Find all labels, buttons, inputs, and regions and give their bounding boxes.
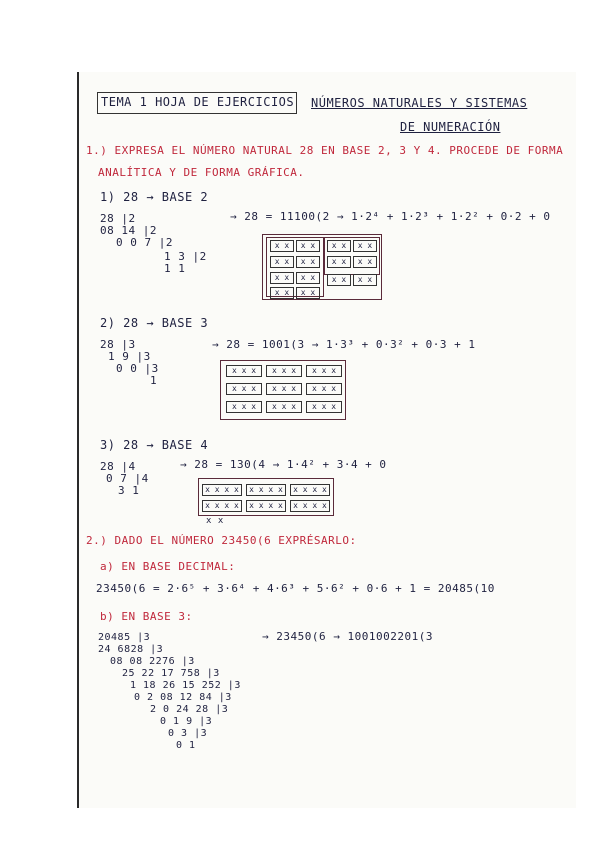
division-row: 08 08 2276 |3 (110, 656, 195, 667)
pair-cell: x x (296, 287, 320, 299)
pair-cell: x x (270, 287, 294, 299)
quad-cell: x x x x (290, 484, 330, 496)
division-row: 0 1 (176, 740, 196, 751)
division-row: 2 0 24 28 |3 (150, 704, 229, 715)
triple-cell: x x x (306, 365, 342, 377)
part3-division-row1: 0 7 |4 (106, 472, 149, 485)
pair-cell: x x (270, 240, 294, 252)
topic-label: TEMA 1 HOJA DE EJERCICIOS (101, 95, 295, 109)
quad-cell: x x x x (202, 500, 242, 512)
part2-division-row3: 1 (150, 374, 158, 387)
part3-remainder: x x (206, 516, 224, 526)
page-margin-line (77, 72, 79, 808)
division-row: 24 6828 |3 (98, 644, 164, 655)
part2-expression: → 28 = 1001(3 → 1·3³ + 0·3² + 0·3 + 1 (212, 338, 476, 351)
triple-cell: x x x (266, 383, 302, 395)
part2-division-row2: 0 0 |3 (116, 362, 159, 375)
triple-cell: x x x (266, 401, 302, 413)
pair-cell: x x (353, 274, 377, 286)
quad-cell: x x x x (246, 484, 286, 496)
part1-division-row2: 0 0 7 |2 (116, 236, 173, 249)
pair-cell: x x (296, 240, 320, 252)
pair-cell: x x (353, 240, 377, 252)
part1-division-top: 28 |2 (100, 212, 136, 225)
division-row: 20485 |3 (98, 632, 151, 643)
triple-cell: x x x (226, 383, 262, 395)
exercise2-part-b-result: → 23450(6 → 1001002201(3 (262, 630, 433, 643)
part1-heading: 1) 28 → BASE 2 (100, 190, 209, 204)
part2-heading: 2) 28 → BASE 3 (100, 316, 209, 330)
triple-cell: x x x (306, 401, 342, 413)
exercise1-prompt-line1: 1.) EXPRESA EL NÚMERO NATURAL 28 EN BASE 2, 3 Y 4. PROCEDE DE FORMA (86, 144, 564, 157)
pair-cell: x x (327, 240, 351, 252)
division-row: 1 18 26 15 252 |3 (130, 680, 241, 691)
quad-cell: x x x x (246, 500, 286, 512)
quad-cell: x x x x (202, 484, 242, 496)
triple-cell: x x x (266, 365, 302, 377)
part3-heading: 3) 28 → BASE 4 (100, 438, 209, 452)
part1-division-row4: 1 1 (164, 262, 186, 275)
part2-division-row1: 1 9 |3 (108, 350, 151, 363)
exercise2-part-a-label: a) EN BASE DECIMAL: (100, 560, 236, 573)
division-row: 0 1 9 |3 (160, 716, 213, 727)
pair-cell: x x (270, 256, 294, 268)
exercise2-part-b-label: b) EN BASE 3: (100, 610, 193, 623)
division-row: 0 3 |3 (168, 728, 208, 739)
pair-cell: x x (353, 256, 377, 268)
exercise1-prompt-line2: ANALÍTICA Y DE FORMA GRÁFICA. (98, 166, 305, 179)
part3-expression: → 28 = 130(4 → 1·4² + 3·4 + 0 (180, 458, 387, 471)
pair-cell: x x (270, 272, 294, 284)
division-row: 25 22 17 758 |3 (122, 668, 220, 679)
division-row: 0 2 08 12 84 |3 (134, 692, 232, 703)
part3-division-top: 28 |4 (100, 460, 136, 473)
pair-cell: x x (296, 272, 320, 284)
triple-cell: x x x (226, 365, 262, 377)
page-title-line2: DE NUMERACIÓN (400, 120, 501, 134)
page-title-line1: NÚMEROS NATURALES Y SISTEMAS (311, 96, 528, 110)
part1-expression: → 28 = 11100(2 → 1·2⁴ + 1·2³ + 1·2² + 0·2 + 0 (230, 210, 551, 223)
triple-cell: x x x (226, 401, 262, 413)
part1-division-row3: 1 3 |2 (164, 250, 207, 263)
quad-cell: x x x x (290, 500, 330, 512)
exercise2-prompt: 2.) DADO EL NÚMERO 23450(6 EXPRÉSARLO: (86, 534, 357, 547)
part2-division-top: 28 |3 (100, 338, 136, 351)
pair-cell: x x (327, 256, 351, 268)
exercise2-part-a-expression: 23450(6 = 2·6⁵ + 3·6⁴ + 4·6³ + 5·6² + 0·6 + 1 = 20485(10 (96, 582, 495, 595)
part1-division-row1: 08 14 |2 (100, 224, 157, 237)
pair-cell: x x (296, 256, 320, 268)
pair-cell: x x (327, 274, 351, 286)
triple-cell: x x x (306, 383, 342, 395)
part3-division-row2: 3 1 (118, 484, 140, 497)
